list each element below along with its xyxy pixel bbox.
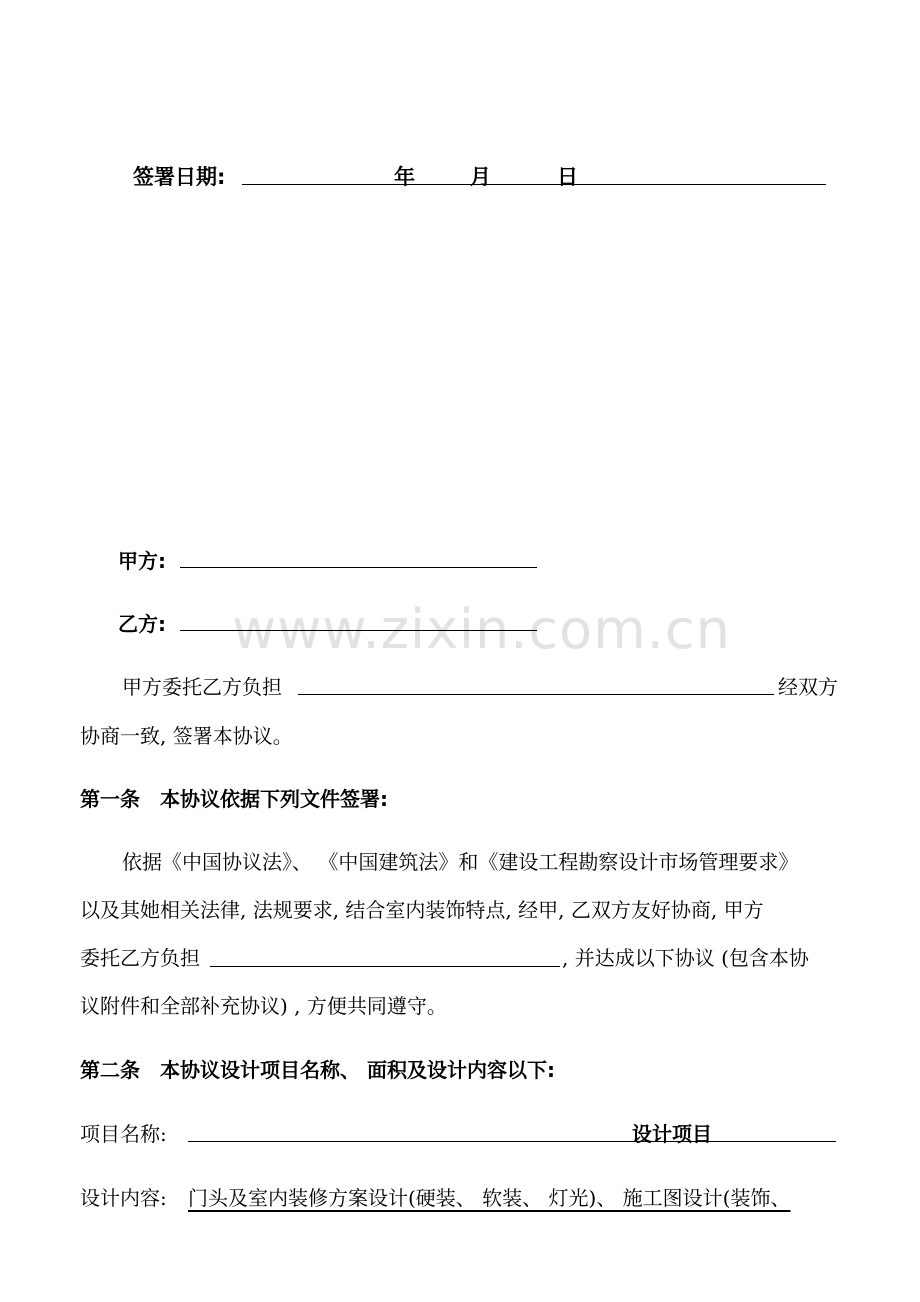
article1-heading: 第一条 本协议依据下列文件签署: <box>80 787 388 811</box>
party-a-blank-line <box>180 567 537 568</box>
sign-date-label: 签署日期: <box>133 165 226 189</box>
intro-line2: 协商一致, 签署本协议。 <box>80 724 293 748</box>
intro-line1-start: 甲方委托乙方负担 <box>122 675 282 699</box>
article1-line2: 以及其她相关法律, 法规要求, 结合室内装饰特点, 经甲, 乙双方友好协商, 甲方 <box>80 898 764 922</box>
sign-date-day: 日 <box>557 165 578 189</box>
party-b-label: 乙方: <box>118 612 166 636</box>
party-b-blank-line <box>180 630 537 631</box>
article2-heading: 第二条 本协议设计项目名称、 面积及设计内容以下: <box>80 1058 555 1082</box>
intro-blank-line <box>298 694 774 695</box>
party-a-label: 甲方: <box>118 549 166 573</box>
article1-line4: 议附件和全部补充协议) , 方便共同遵守。 <box>80 994 447 1018</box>
article1-line3-end: , 并达成以下协议 (包含本协 <box>562 946 809 970</box>
article1-blank-line <box>210 966 560 967</box>
article1-line3-start: 委托乙方负担 <box>80 946 200 970</box>
sign-date-blank-line <box>242 184 826 185</box>
article1-line1: 依据《中国协议法》、 《中国建筑法》和《建设工程勘察设计市场管理要求》 <box>122 850 799 874</box>
sign-date-year: 年 <box>394 165 415 189</box>
design-content-value: 门头及室内装修方案设计(硬装、 软装、 灯光)、 施工图设计(装饰、 <box>188 1186 791 1210</box>
intro-line1-end: 经双方 <box>778 675 838 699</box>
design-content-label: 设计内容: <box>80 1186 167 1210</box>
project-name-blank-line <box>188 1141 836 1142</box>
watermark: www.zixin.com.cn <box>232 598 731 661</box>
project-name-value: 设计项目 <box>632 1122 712 1146</box>
sign-date-month: 月 <box>470 165 491 189</box>
project-name-label: 项目名称: <box>80 1122 167 1146</box>
